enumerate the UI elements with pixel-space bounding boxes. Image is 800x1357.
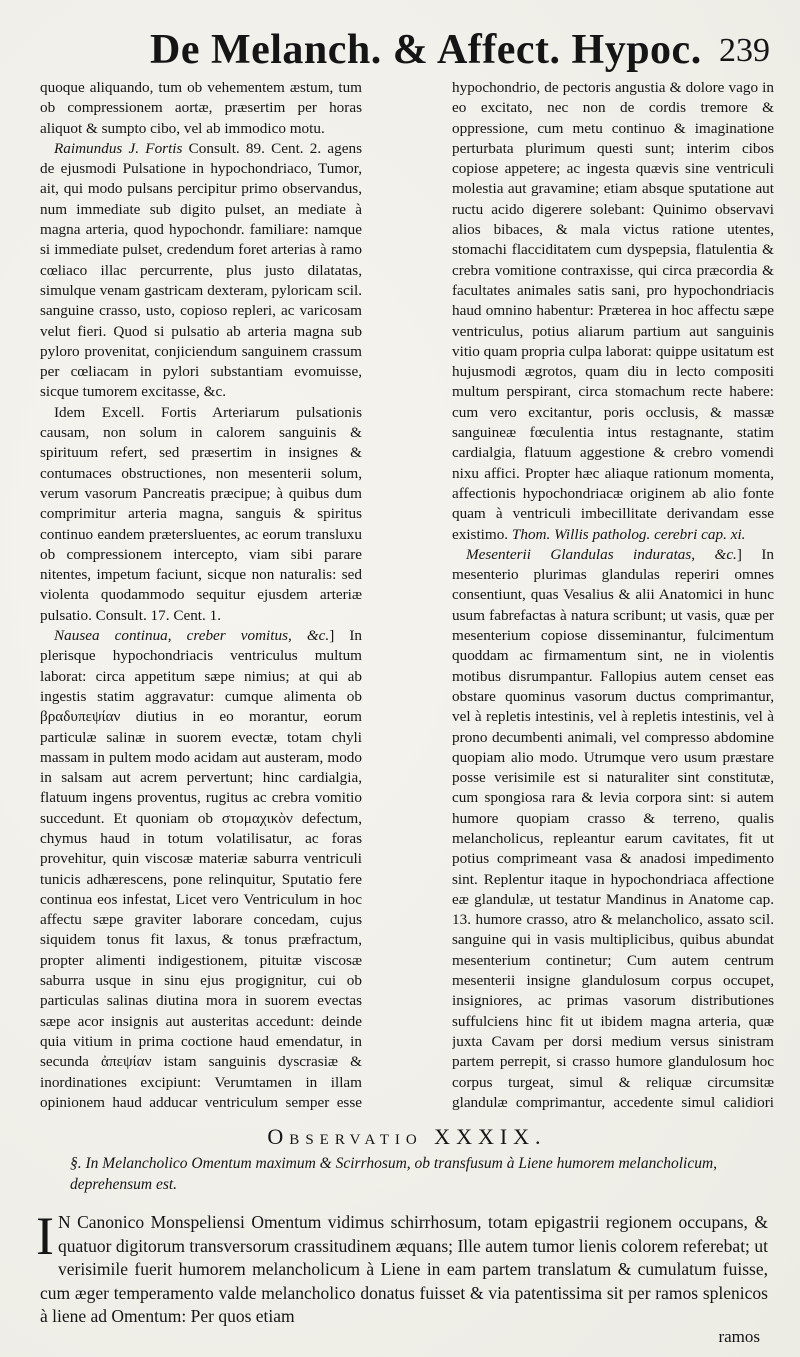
running-title: De Melanch. & Affect. Hypoc.: [150, 27, 702, 73]
left-paragraph-3: Idem Excell. Fortis Arteriarum pulsationis causam, non solum in calorem sanguinis & spirituum refert, sed præsertim in insignes & contumaces obstructiones, non mesenterii solum, verum vasorum Pancreatis præcipue; à quibus dum comprimitur arteria magna, sanguis & spiritus continuo eandem prætersluentes, ac eorum transluxu ob compressionem intercepto, viam sibi parare nitentes, impetum faciunt, sicque non naturalis: sed violenta quodammodo sequitur ejusdem arteriæ pulsatio. Consult. 17. Cent. 1.: [40, 403, 362, 624]
left-paragraph-4-text: ] In plerisque hypochondriacis ventriculus multum laborat: circa appetitum sæpe nimius; at qui ab ingestis statim aggravatur: cumque alimenta ob βραδυπεψίαν diutius in eo morantur, eorum particulæ salinæ in suorem evectæ, totam chyli massam in pultem modo acidam aut austeram, modo in salsam aut acrem pervertunt; hinc cardialgia, flatuum ingens proventus, rugitus ac crebra vomitio succedunt. Et quoniam ob στομαχικὸν defectum, chymus haud in totum volatilisatur, ac foras provehitur, quin viscosæ materiæ saburra ventriculi tunicis adhærescens, pone relinquitur, Sputatio fere continua eos infestat, Licet vero Ventriculum in hoc affectu sæpe graviter laborare concedam, cujus siquidem tonus fit laxus, & tonus præfractum, propter alimenti indigestionem, pituitæ viscosæ saburra usque in sinu ejus progignitur, cui ob particulas salinas diutina mora in suorem evectas sæpe acor insignis aut austeritas accedunt: deinde quia vitium in prima coctione haud emendatur, in secunda ἀπεψίαν istam sanguinis dyscrasiæ & inordinationes excipiunt: Verumtamen in illam opinionem haud adducar ventriculum semper esse: [40, 627, 362, 1111]
right-column: [452, 78, 774, 1113]
right-paragraph-2: [452, 545, 774, 1113]
running-head: [40, 22, 774, 78]
drop-cap: I: [36, 1206, 54, 1266]
lemma-heading: Mesenterii Glandulas induratas, &c.: [466, 545, 737, 563]
left-paragraph-2-text: Consult. 89. Cent. 2. agens de ejusmodi Pulsatione in hypochondriaco, Tumor, ait, qui modo pulsans percipitur primo observandus, num immediate sub digito pulset, an mediate à magna arteria, quod hypochondr. familiare: namque si immediate pulset, credendum foret arterias à ramo cœliaco illac percurrente, plus justo dilatatas, simulque venam gastricam dexteram, pyloricam scil. sanguine crasso, usto, copioso repleri, ac varicosam velut fieri. Quod si pulsatio ab arteria magna sub pyloro provenitat, conjiciendum sanguinem crassum per cœliacam in pylori substantiam evomuisse, sicque tumorem excitasse, &c.: [40, 139, 362, 401]
right-paragraph-1: [452, 78, 774, 545]
observation-summary: §. In Melancholico Omentum maximum & Scirrhosum, ob transfusum à Liene humorem melancholicum, deprehensum est.: [70, 1155, 718, 1193]
citation: Thom. Willis patholog. cerebri cap. xi.: [511, 525, 746, 543]
page-number: 239: [719, 32, 770, 69]
right-paragraph-2-text: ] In mesenterio plurimas glandulas reperiri omnes consentiunt, quas Vesalius & alii Anatomici in hunc usum fabrefactas à natura scribunt; ut vasis, quæ per mesenterium copiose disseminantur, fulcimentum quoddam ac firmamentum sint, ne in violentis motibus disrumpantur. Fallopius autem censet eas obstare quominus vasorum ductus comprimantur, vel à repletis intestinis, vel à repletis intestinis, vel à prono decumbenti animali, vel compresso abdomine quopiam alio modo. Utrumque vero usum præstare posse verisimile est si naturaliter sint constitutæ, cum spongiosa rara & levia corpora sint: si autem humore quopiam crasso & terreno, qualis melancholicus, repleantur earum cavitates, fit ut potius comprimeant vasa & anadosi impedimento sint. Replentur itaque in hypochondriaca affectione eæ glandulæ, ut testatur Mandinus in Anatome cap. 13. humore crasso, atro & melancholico, assato scil. sanguine qui in vasis multiplicibus, quibus abundat mesenterium continetur; Cum autem centrum mesenterii insigne glandulosum corpus occupet, insigniores, ac primas vasorum distributiones suffulciens hinc fit ut ibidem magna arteria, quæ juxta Cavam per dorsi medium versus sinistram partem perrepit, si crasso humore glandulosum hoc corpus turgeat, simul & reliquæ circumsitæ glandulæ comprimantur, accedente simul calidiori: [452, 545, 774, 1111]
left-paragraph-1: quoque aliquando, tum ob vehementem æstum, tum ob compressionem aortæ, præsertim per horas aliquot & sumpto cibo, vel ab immodico motu.: [40, 79, 362, 137]
observation-body: [36, 1206, 774, 1329]
left-paragraph-2: [40, 139, 362, 403]
author-name: Raimundus J. Fortis: [54, 139, 183, 157]
observation-body-text: N Canonico Monspeliensi Omentum vidimus schirrhosum, totam epigastrii regionem occupans, & quatuor digitorum transversorum crassitudinem æquans; Ille autem tumor lienis colorem referebat; ut verisimile fuerit humorem melancholicum à Liene in eam partem translatum & cumulatum fuisse, cum æger temperamento valde melancholico donatus fuisset & via patentissima sit per ramos splenicos à liene ad Omentum: Per quos etiam: [40, 1212, 768, 1326]
observation-heading: Observatio XXXIX.: [267, 1124, 547, 1149]
left-paragraph-4: [40, 626, 362, 1113]
left-column: [40, 78, 362, 1113]
lemma-heading: Nausea continua, creber vomitus, &c.: [54, 627, 330, 645]
catchword: ramos: [718, 1326, 760, 1346]
two-column-text: [40, 78, 774, 1113]
right-paragraph-1-text: hypochondrio, de pectoris angustia & dolore vago in eo excitato, nec non de cordis tremore & oppressione, cum metu continuo & imaginatione perturbata plurimum questi sunt; interim cibos copiose appetere; ac ingesta quævis sine ventriculi molestia aut gravamine; etiam absque sputatione aut ructu acido digerere solebant: Quinimo observavi alios bibaces, & mala victus ratione utentes, stomachi flacciditatem cum dyspepsia, flatulentia & crebra vomitione contraxisse, qui circa præcordia & facultates animales satis sani, pro hypochondriacis haud omnino habentur: Præterea in hoc affectu sæpe ventriculus, potius aliarum partium aut sanguinis vitio quam propria culpa laborat: quippe usitatum est hujusmodi ægrotos, quam diu in lecto compositi multum perspirant, circa stomachum recte habere: cum vero excitantur, poris occlusis, & massæ sanguineæ fœculentia intus restagnante, statim cardialgia, flatuum aggestione & crebro vomendi nixu affici. Propter hæc aliaque rationum momenta, affectionis hypochondriacæ originem ab alio fonte quam à ventriculi imbecillitate derivandam esse existimo.: [452, 79, 774, 543]
